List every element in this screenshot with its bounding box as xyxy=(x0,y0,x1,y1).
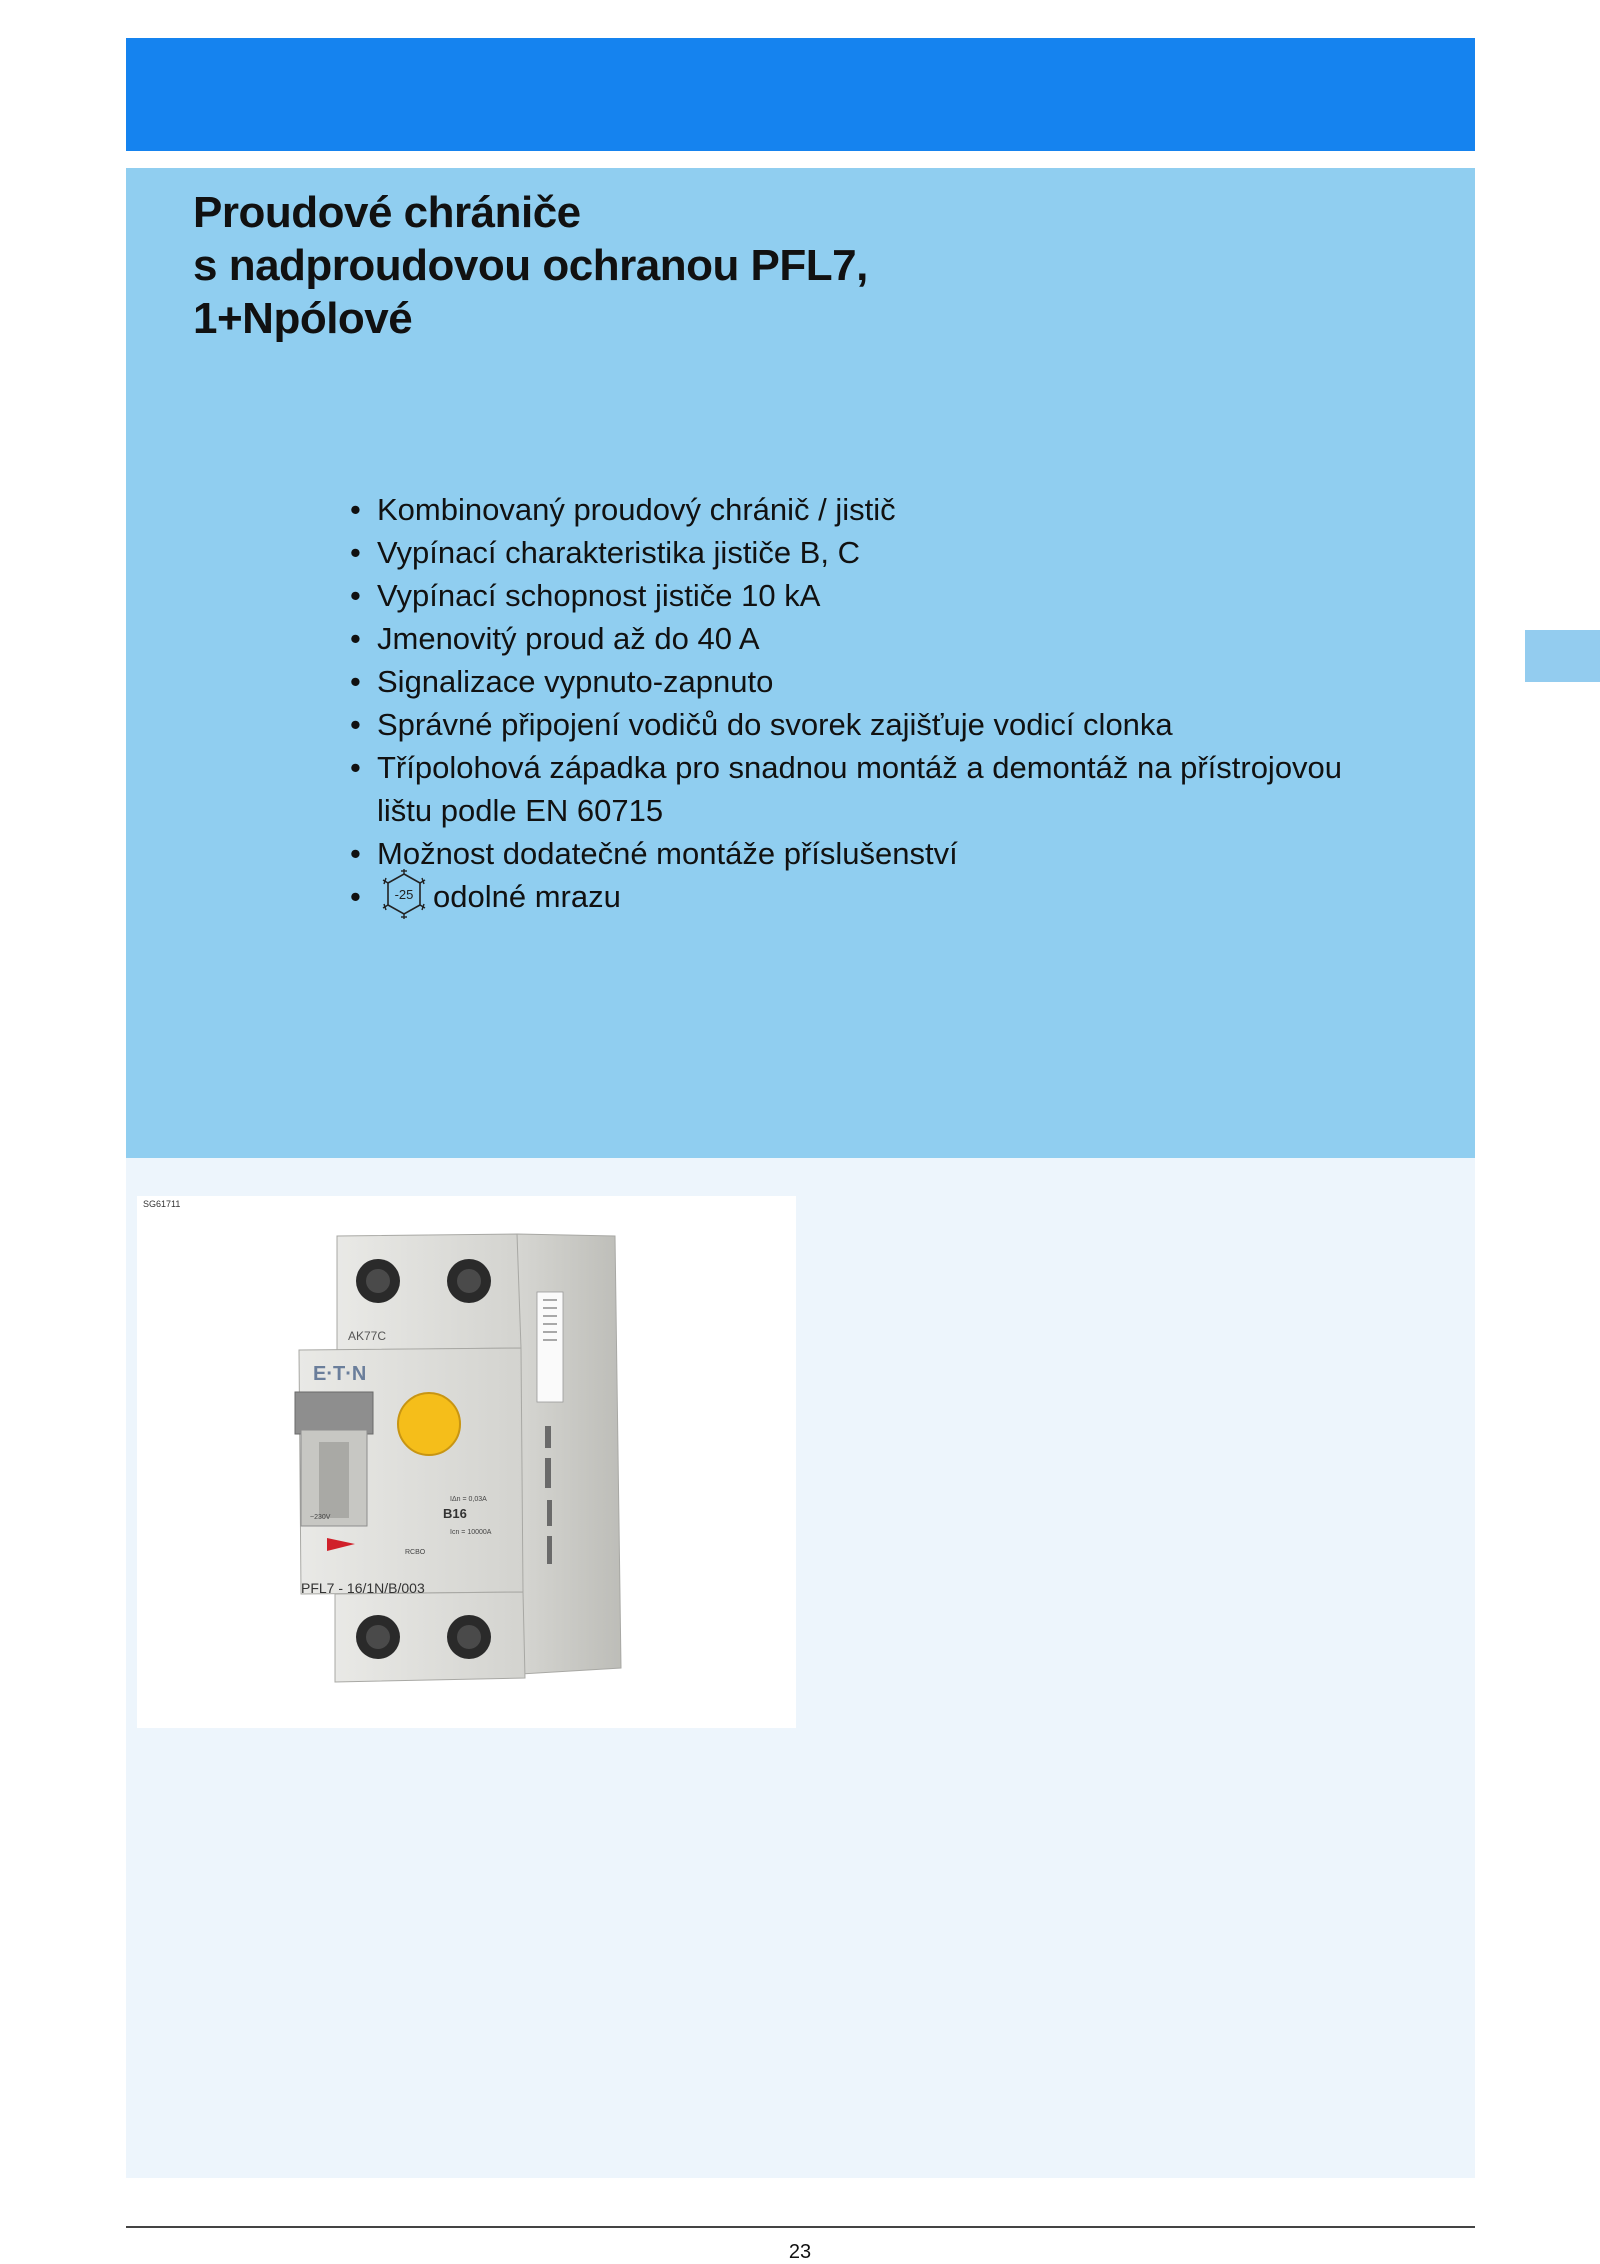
feature-text: Třípolohová západka pro snadnou montáž a demontáž na přístrojovou xyxy=(377,750,1343,785)
header-bar xyxy=(126,38,1475,151)
feature-item: • Jmenovitý proud až do 40 A xyxy=(350,617,1342,660)
page-title xyxy=(193,186,868,345)
footer-rule xyxy=(126,2226,1475,2228)
title-line: 1+Npólové xyxy=(193,294,413,343)
page-number: 23 xyxy=(788,2241,812,2263)
photo-small-label: AK77C xyxy=(348,1329,387,1343)
snowflake-frost-icon xyxy=(381,868,427,920)
feature-text-continued: lištu podle EN 60715 xyxy=(377,793,664,828)
product-photo xyxy=(137,1196,796,1728)
feature-item xyxy=(350,875,1342,920)
feature-item: • Vypínací charakteristika jističe B, C xyxy=(350,531,1342,574)
photo-small-label: IΔn = 0,03A xyxy=(450,1496,487,1503)
photo-rating: B16 xyxy=(443,1506,467,1521)
feature-item: • Signalizace vypnuto-zapnuto xyxy=(350,660,1342,703)
photo-small-label: Icn = 10000A xyxy=(450,1529,492,1536)
feature-item: • Možnost dodatečné montáže příslušenství xyxy=(350,832,1342,875)
side-tab-marker xyxy=(1525,630,1600,682)
frost-icon-label: • -25 xyxy=(394,886,414,902)
photo-code: SG61711 xyxy=(143,1199,181,1209)
feature-item xyxy=(350,746,1342,832)
feature-item: • Kombinovaný proudový chránič / jistič xyxy=(350,488,1342,531)
circuit-breaker-image xyxy=(137,1196,796,1728)
feature-list xyxy=(350,488,1342,920)
title-line: Proudové chrániče xyxy=(193,188,581,237)
photo-model: PFL7 - 16/1N/B/003 xyxy=(301,1580,425,1596)
photo-small-label: ~230V xyxy=(310,1514,331,1521)
feature-item: • Správné připojení vodičů do svorek zajišťuje vodicí clonka xyxy=(350,703,1342,746)
feature-text: odolné mrazu xyxy=(433,879,621,914)
title-line: s nadproudovou ochranou PFL7, xyxy=(193,241,868,290)
photo-brand: E·T·N xyxy=(313,1363,367,1385)
feature-item: • Vypínací schopnost jističe 10 kA xyxy=(350,574,1342,617)
photo-small-label: RCBO xyxy=(405,1549,426,1556)
